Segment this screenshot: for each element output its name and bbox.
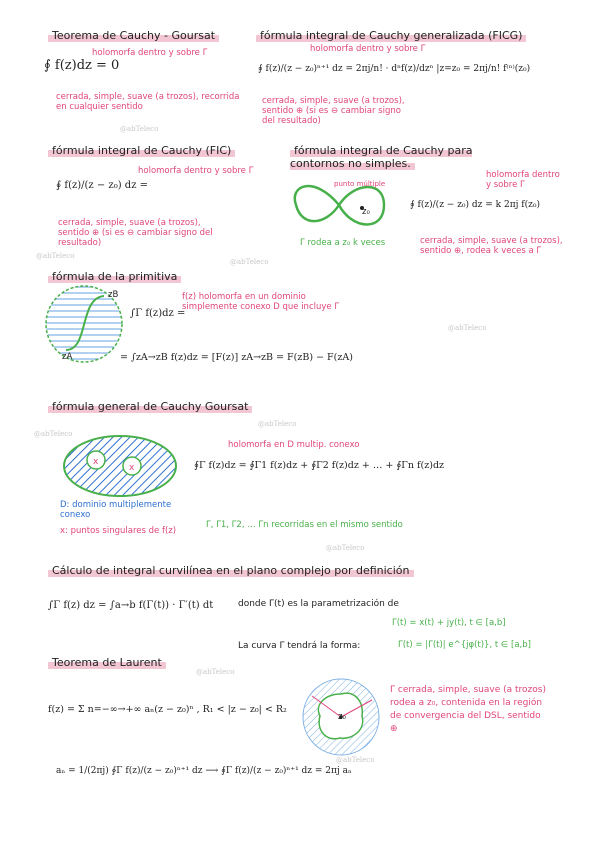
title-fic: fórmula integral de Cauchy (FIC)	[44, 144, 239, 157]
param-polar: Γ(t) = |Γ(t)| e^{jφ(t)}, t ∈ [a,b]	[398, 640, 531, 650]
legend-singulares: x: puntos singulares de f(z)	[60, 526, 177, 536]
watermark: @abTeleco	[34, 430, 73, 438]
formula-fic: ∮ f(z)/(z − z₀) dz =	[56, 180, 149, 191]
title-laurent: Teorema de Laurent	[44, 656, 170, 669]
note-holomorfa-general: holomorfa en D multip. conexo	[228, 440, 360, 450]
formula-ficg: ∮ f(z)/(z − z₀)ⁿ⁺¹ dz = 2πj/n! · dⁿf(z)/dzⁿ |z=z₀ = 2πj/n! f⁽ⁿ⁾(z₀)	[258, 64, 531, 74]
watermark: @abTeleco	[448, 324, 487, 332]
formula-general-cg: ∮Γ f(z)dz = ∮Γ1 f(z)dz + ∮Γ2 f(z)dz + … + ∮Γn f(z)dz	[194, 460, 445, 471]
title-cauchy-goursat: Teorema de Cauchy - Goursat	[44, 29, 223, 42]
note-form: La curva Γ tendrá la forma:	[238, 641, 361, 651]
note-curve-fic: cerrada, simple, suave (a trozos), sentido ⊕ (si es ⊖ cambiar signo del resultado)	[58, 218, 213, 248]
laurent-series: f(z) = Σ n=−∞→+∞ aₙ(z − z₀)ⁿ , R₁ < |z − z₀| < R₂	[48, 704, 287, 715]
watermark: @abTeleco	[326, 544, 365, 552]
title-general-cg: fórmula general de Cauchy Goursat	[44, 400, 256, 413]
note-turns: Γ rodea a z₀ k veces	[300, 238, 386, 248]
note-same-sense: Γ, Γ1, Γ2, … Γn recorridas en el mismo sentido	[206, 520, 403, 530]
svg-text:x: x	[93, 457, 99, 467]
note-curve-no-simple: cerrada, simple, suave (a trozos), sentido ⊕, rodea k veces a Γ	[420, 236, 563, 256]
note-holomorfa-fic: holomorfa dentro y sobre Γ	[138, 166, 254, 176]
formula-no-simple: ∮ f(z)/(z − z₀) dz = k 2πj f(z₀)	[410, 200, 540, 210]
note-curve-cg: cerrada, simple, suave (a trozos), recorrida en cualquier sentido	[56, 92, 240, 112]
watermark: @abTeleco	[336, 756, 375, 764]
formula-cauchy-goursat: ∮ f(z)dz = 0	[44, 58, 120, 73]
watermark: @abTeleco	[36, 252, 75, 260]
watermark: @abTeleco	[230, 258, 269, 266]
label-punto-multiple: punto múltiple	[334, 180, 386, 188]
note-holomorfa-cg: holomorfa dentro y sobre Γ	[92, 48, 208, 58]
title-no-simple: fórmula integral de Cauchy para contornos no simples.	[290, 144, 473, 170]
laurent-coef: aₙ = 1/(2πj) ∮Γ f(z)/(z − z₀)ⁿ⁺¹ dz ⟶ ∮Γ f(z)/(z − z₀)ⁿ⁺¹ dz = 2πj aₙ	[56, 766, 352, 776]
formula-definition: ∫Γ f(z) dz = ∫a→b f(Γ(t)) · Γ′(t) dt	[48, 600, 214, 611]
label-z0-laurent: z₀	[338, 712, 346, 722]
title-primitiva: fórmula de la primitiva	[44, 270, 185, 283]
note-laurent: Γ cerrada, simple, suave (a trozos) rodea a z₀, contenida en la región de convergencia del DSL, sentido ⊕	[390, 685, 546, 734]
formula-primitiva-1: ∫Γ f(z)dz =	[130, 308, 186, 319]
watermark: @abTeleco	[196, 668, 235, 676]
watermark: @abTeleco	[120, 125, 159, 133]
title-ficg: fórmula integral de Cauchy generalizada (FICG)	[252, 29, 530, 42]
title-definition: Cálculo de integral curvilínea en el plano complejo por definición	[44, 564, 418, 577]
formula-primitiva-2: = ∫zA→zB f(z)dz = [F(z)] zA→zB = F(zB) − F(zA)	[120, 352, 353, 363]
general-cg-domain	[60, 430, 180, 500]
legend-dominio: D: dominio multiplemente conexo	[60, 500, 172, 520]
svg-text:x: x	[129, 463, 135, 473]
label-z0-no-simple: z₀	[362, 207, 370, 217]
param-xy: Γ(t) = x(t) + jy(t), t ∈ [a,b]	[392, 618, 506, 628]
note-holomorfa-no-simple: holomorfa dentro y sobre Γ	[486, 170, 560, 190]
note-param: donde Γ(t) es la parametrización de	[238, 599, 399, 609]
note-holomorfa-primitiva: f(z) holomorfa en un dominio simplemente conexo D que incluye Γ	[182, 292, 340, 312]
label-zb: zB	[108, 290, 119, 300]
note-holomorfa-ficg: holomorfa dentro y sobre Γ	[310, 44, 426, 54]
note-curve-ficg: cerrada, simple, suave (a trozos), sentido ⊕ (si es ⊖ cambiar signo del resultado)	[262, 96, 405, 126]
label-za: zA	[62, 352, 73, 362]
watermark: @abTeleco	[258, 420, 297, 428]
